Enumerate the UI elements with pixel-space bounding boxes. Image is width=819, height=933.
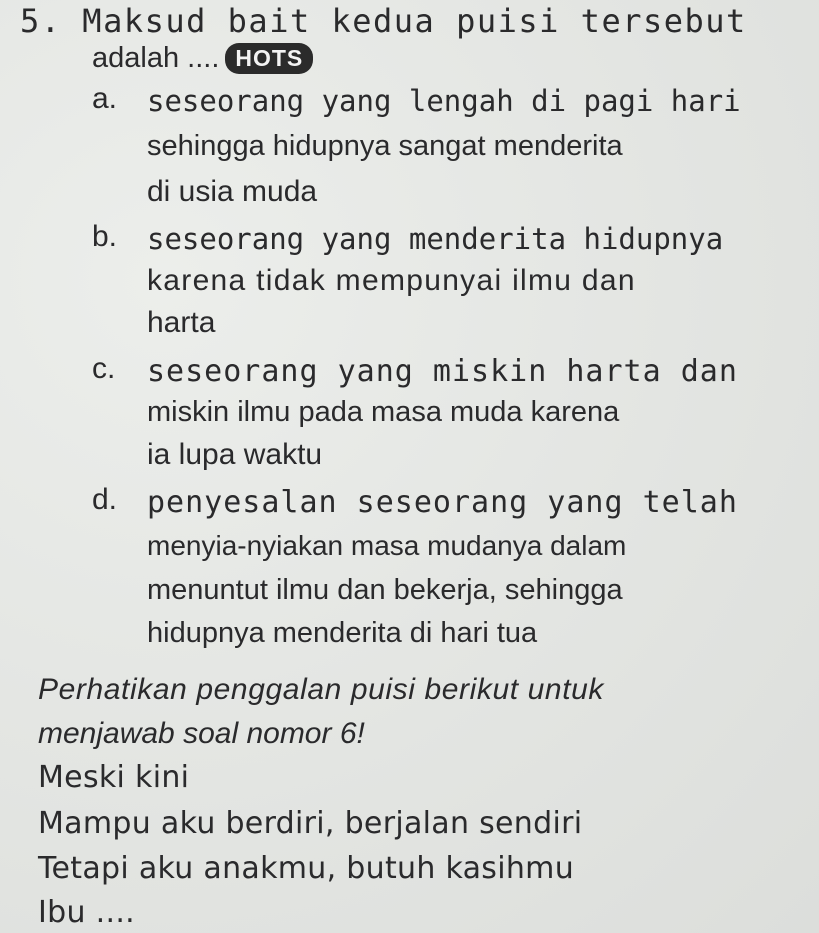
option-letter: a. [92, 82, 118, 115]
question-text-1: Maksud bait kedua puisi tersebut [82, 2, 747, 40]
option-line: menyia-nyiakan masa mudanya dalam [147, 530, 627, 561]
option-line: penyesalan seseorang yang telah [147, 485, 738, 520]
question-line-1 [20, 2, 747, 40]
option-line: seseorang yang menderita hidupnya [147, 222, 724, 256]
option-line: karena tidak mempunyai ilmu dan [147, 264, 636, 297]
question-line-2 [92, 42, 313, 75]
option-line: seseorang yang lengah di pagi hari [147, 84, 741, 118]
option-line: sehingga hidupnya sangat menderita [147, 130, 623, 162]
option-line: seseorang yang miskin harta dan [147, 354, 738, 389]
option-line: ia lupa waktu [147, 438, 323, 471]
poem-line: Tetapi aku anakmu, butuh kasihmu [38, 851, 575, 886]
option-letter: c. [92, 352, 116, 385]
poem-line: Ibu .... [38, 895, 135, 930]
hots-badge: HOTS [225, 43, 313, 74]
poem-line: Meski kini [38, 760, 190, 795]
instruction-line-2: menjawab soal nomor 6! [38, 717, 365, 750]
option-line: miskin ilmu pada masa muda karena [147, 396, 620, 428]
option-letter: d. [92, 483, 118, 516]
question-text-2: adalah .... [92, 42, 220, 74]
instruction-line-1: Perhatikan penggalan puisi berikut untuk [38, 673, 605, 706]
question-number: 5. [20, 2, 62, 40]
option-line: hidupnya menderita di hari tua [147, 617, 538, 649]
option-line: harta [147, 306, 216, 339]
option-line: menuntut ilmu dan bekerja, sehingga [147, 574, 623, 606]
poem-line: Mampu aku berdiri, berjalan sendiri [38, 806, 583, 841]
option-letter: b. [92, 220, 118, 253]
option-line: di usia muda [147, 175, 318, 208]
